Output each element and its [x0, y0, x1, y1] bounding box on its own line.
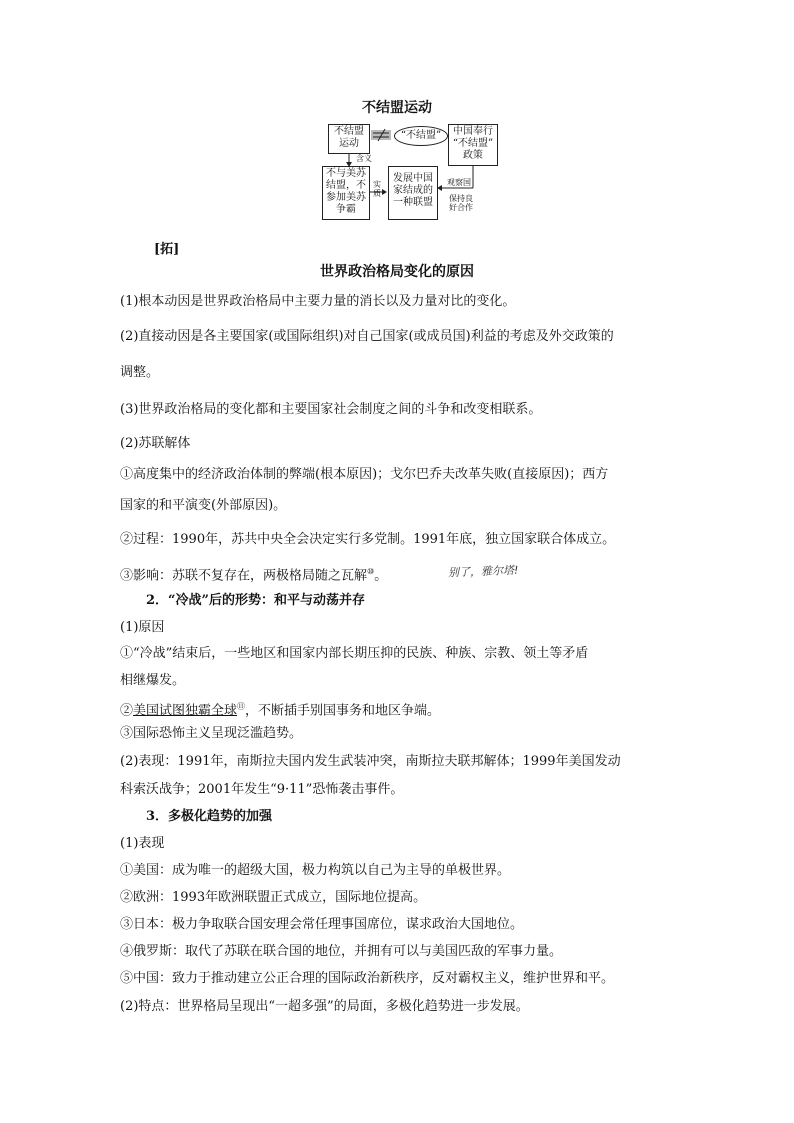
section3-china: ⑤中国：致力于推动建立公正合理的国际政治新秩序，反对霸权主义，维护世界和平。 — [120, 971, 615, 986]
extension-bracket: [拓] — [154, 242, 180, 257]
section2-heading: 2．“冷战”后的形势：和平与动荡并存 — [146, 593, 366, 608]
section2-cause1a: ①“冷战”结束后，一些地区和国家内部长期压抑的民族、种族、宗教、领土等矛盾 — [120, 646, 589, 661]
cause2-underlined: 美国试图独霸全球 — [133, 703, 238, 719]
section2-perf-a: (2)表现：1991年，南斯拉夫国内发生武装冲突，南斯拉夫联邦解体；1999年美国发动 — [120, 754, 621, 769]
soviet-cause-b: 国家的和平演变(外部原因)。 — [120, 498, 287, 513]
handwritten-note: 别了，雅尔塔! — [447, 563, 519, 580]
soviet-cause-a: ①高度集中的经济政治体制的弊端(根本原因)；戈尔巴乔夫改革失败(直接原因)；西方 — [120, 467, 609, 482]
section3-heading: 3．多极化趋势的加强 — [146, 809, 273, 824]
note-mark-10: ⑩ — [367, 567, 375, 576]
extension-p1: (1)根本动因是世界政治格局中主要力量的消长以及力量对比的变化。 — [120, 294, 516, 309]
soviet-impact — [120, 563, 680, 585]
section2-cause-heading: (1)原因 — [120, 620, 165, 635]
section2-cause1b: 相继爆发。 — [120, 673, 186, 688]
concept-diagram — [318, 118, 508, 226]
soviet-heading: (2)苏联解体 — [120, 436, 191, 451]
note-mark-11: ⑪ — [237, 702, 246, 711]
section3-usa: ①美国：成为唯一的超级大国，极力构筑以自己为主导的单极世界。 — [120, 863, 511, 878]
soviet-process: ②过程：1990年，苏共中央全会决定实行多党制。1991年底，独立国家联合体成立。 — [120, 532, 616, 547]
label-meaning: 含义 — [356, 154, 372, 163]
node-nonalign: “不结盟” — [394, 126, 448, 146]
section3-perf-heading: (1)表现 — [120, 836, 165, 851]
node-meaning: 不与美苏 结盟，不 参加美苏 争霸 — [322, 166, 370, 220]
soviet-impact-end: 。 — [374, 568, 388, 584]
cause2-rest: ，不断插手别国事务和地区争端。 — [245, 703, 441, 719]
label-observe: 观察国 — [447, 178, 471, 187]
section2-cause3: ③国际恐怖主义呈现泛滥趋势。 — [120, 726, 303, 741]
node-china-policy: 中国奉行 “不结盟” 政策 — [448, 124, 498, 166]
label-keep: 保持良 好合作 — [449, 194, 473, 212]
section3-europe: ②欧洲：1993年欧洲联盟正式成立，国际地位提高。 — [120, 890, 427, 905]
node-movement: 不结盟 运动 — [328, 124, 370, 154]
node-union: 发展中国 家结成的 一种联盟 — [388, 166, 438, 220]
cause2-num: ② — [120, 703, 134, 719]
section3-russia: ④俄罗斯：取代了苏联在联合国的地位，并拥有可以与美国匹敌的军事力量。 — [120, 944, 563, 959]
extension-p2b: 调整。 — [120, 365, 160, 380]
section2-perf-b: 科索沃战争；2001年发生“9·11”恐怖袭击事件。 — [120, 782, 404, 797]
extension-heading: 世界政治格局变化的原因 — [320, 264, 474, 280]
section2-cause2 — [120, 698, 680, 720]
extension-p3: (3)世界政治格局的变化都和主要国家社会制度之间的斗争和改变相联系。 — [120, 402, 542, 417]
section3-feature: (2)特点：世界格局呈现出“一超多强”的局面，多极化趋势进一步发展。 — [120, 999, 529, 1014]
diagram-title: 不结盟运动 — [362, 100, 432, 116]
extension-p2a: (2)直接动因是各主要国家(或国际组织)对自己国家(或成员国)利益的考虑及外交政策的 — [120, 329, 614, 344]
section3-japan: ③日本：极力争取联合国安理会常任理事国席位，谋求政治大国地位。 — [120, 917, 524, 932]
label-essence: 实 质 — [373, 180, 381, 198]
soviet-impact-text: ③影响：苏联不复存在，两极格局随之瓦解 — [120, 568, 368, 584]
